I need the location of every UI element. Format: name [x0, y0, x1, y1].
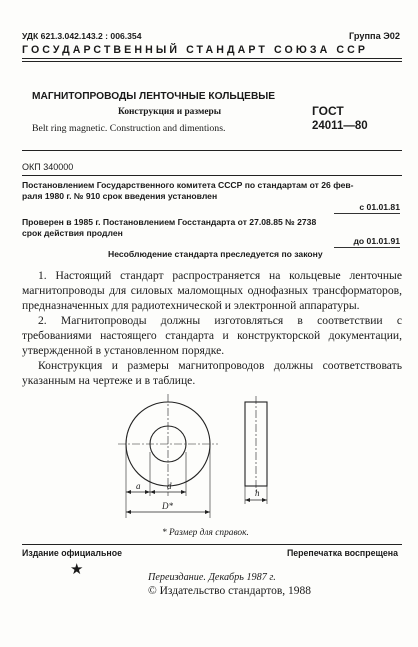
standard-heading: ГОСУДАРСТВЕННЫЙ СТАНДАРТ СОЮЗА ССР [22, 44, 369, 56]
decree-date-2: до 01.01.91 [353, 236, 400, 246]
official-edition: Издание официальное [22, 548, 122, 558]
udk-code: УДК 621.3.042.143.2 : 006.354 [22, 31, 142, 41]
paragraph-1: 1. Настоящий стандарт распространяется на кольцевые ленточные магнитопроводы для силовых маломощных однофазных трансформаторов, предназначенных для радиотехнической и электронной аппаратуры. [22, 269, 402, 312]
decree-line-2: раля 1980 г. № 910 срок введения установлен [22, 191, 218, 201]
drawing-note: * Размер для справок. [162, 528, 249, 538]
okp-rule [22, 175, 402, 176]
ring-core-drawing [110, 392, 310, 536]
document-title: МАГНИТОПРОВОДЫ ЛЕНТОЧНЫЕ КОЛЬЦЕВЫЕ [32, 91, 276, 102]
title-rule [22, 150, 402, 151]
copyright-note: © Издательство стандартов, 1988 [148, 585, 312, 597]
label-D: D* [162, 501, 173, 511]
body-text [22, 268, 402, 388]
date-underline-1 [334, 213, 400, 214]
decree-line-3: Проверен в 1985 г. Постановлением Госстандарта от 27.08.85 № 2738 [22, 217, 317, 227]
label-h: h [255, 488, 260, 498]
group-code: Группа Э02 [349, 31, 400, 41]
footer-rule [22, 544, 402, 545]
paragraph-3: Конструкция и размеры магнитопроводов должны соответствовать указанным на чертеже и в таблице. [22, 359, 402, 387]
document-subtitle: Конструкция и размеры [118, 107, 222, 117]
gost-label: ГОСТ [312, 104, 344, 118]
reissue-note: Переиздание. Декабрь 1987 г. [148, 572, 276, 583]
date-underline-2 [334, 247, 400, 248]
header-rule-2 [22, 61, 402, 62]
decree-line-4: срок действия продлен [22, 228, 123, 238]
legal-warning: Несоблюдение стандарта преследуется по закону [108, 249, 323, 259]
gost-number: 24011—80 [312, 120, 368, 132]
paragraph-2: 2. Магнитопроводы должны изготовляться в соответствии с требованиями настоящего стандарта и конструкторской документации, утвержденной в установленном порядке. [22, 314, 402, 357]
okp-code: ОКП 340000 [22, 162, 74, 172]
decree-date-1: с 01.01.81 [359, 202, 400, 212]
decree-line-1: Постановлением Государственного комитета СССР по стандартам от 26 фев- [22, 180, 354, 190]
label-a: a [136, 481, 141, 491]
star-icon: ★ [70, 562, 84, 578]
reprint-notice: Перепечатка воспрещена [286, 548, 398, 558]
label-d: d [167, 481, 172, 491]
header-rule [22, 58, 402, 59]
english-title: Belt ring magnetic. Construction and dimentions. [32, 123, 226, 134]
